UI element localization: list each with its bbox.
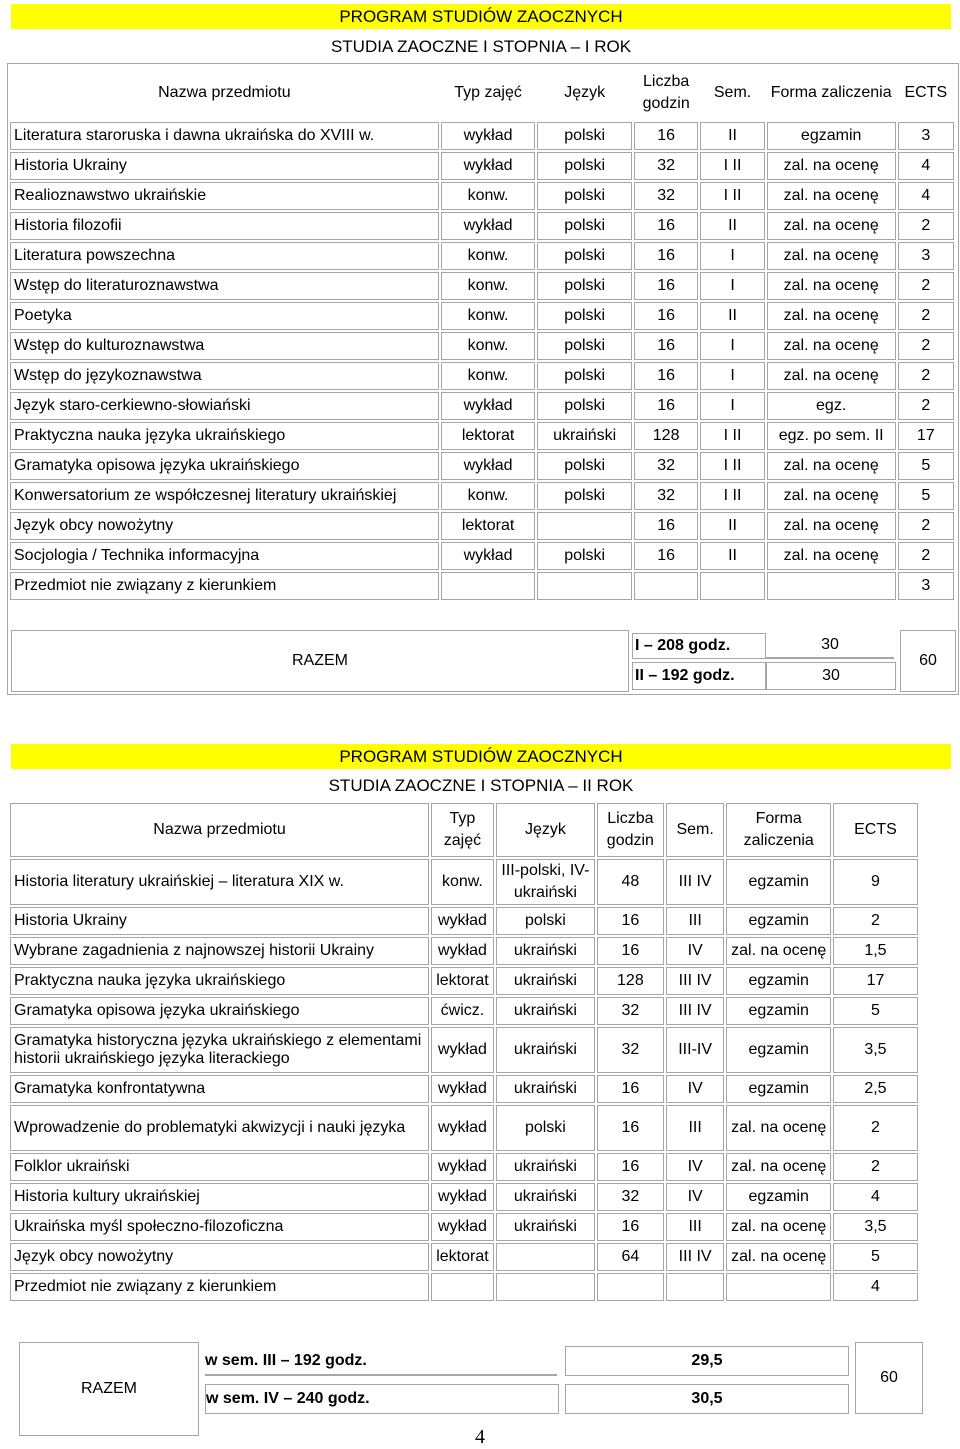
- class-type-cell: konw.: [431, 859, 494, 905]
- table-row: [10, 937, 918, 965]
- table-row: [10, 1105, 918, 1151]
- language-cell: ukraiński: [496, 1183, 595, 1211]
- class-type-cell: wykład: [441, 212, 536, 240]
- class-type-cell: wykład: [431, 1105, 494, 1151]
- ects-cell: 4: [833, 1273, 918, 1301]
- hours-cell: 32: [597, 1183, 664, 1211]
- subject-name-cell: Wprowadzenie do problematyki akwizycji i nauki języka: [10, 1105, 429, 1151]
- subject-name-cell: Folklor ukraiński: [10, 1153, 429, 1181]
- ects-cell: 2: [898, 362, 954, 390]
- hours-cell: 16: [597, 1075, 664, 1103]
- hours-cell: 32: [634, 452, 698, 480]
- language-cell: polski: [537, 332, 632, 360]
- semester-cell: IV: [666, 937, 725, 965]
- semester-cell: II: [700, 512, 764, 540]
- ects-cell: 2: [898, 272, 954, 300]
- subject-name-cell: Gramatyka konfrontatywna: [10, 1075, 429, 1103]
- header-sem: Sem.: [713, 84, 752, 101]
- ects-cell: 2: [833, 907, 918, 935]
- class-type-cell: wykład: [441, 452, 536, 480]
- header2-typ: Typ zajęć: [431, 803, 494, 857]
- header2-ects: ECTS: [833, 803, 918, 857]
- table-row: [10, 212, 954, 240]
- subject-name-cell: Praktyczna nauka języka ukraińskiego: [10, 422, 439, 450]
- subject-name-cell: Język staro-cerkiewno-słowiański: [10, 392, 439, 420]
- subject-name-cell: Realioznawstwo ukraińskie: [10, 182, 439, 210]
- semester-cell: IV: [666, 1075, 725, 1103]
- sum-sem-2-ects: 30: [766, 662, 896, 690]
- ects-cell: 1,5: [833, 937, 918, 965]
- assessment-cell: zal. na ocenę: [767, 182, 896, 210]
- ects-cell: 2: [898, 542, 954, 570]
- semester-cell: III IV: [666, 997, 725, 1025]
- class-type-cell: lektorat: [441, 512, 536, 540]
- subject-name-cell: Historia Ukrainy: [10, 152, 439, 180]
- semester-cell: [666, 1273, 725, 1301]
- semester-cell: I: [700, 332, 764, 360]
- language-cell: ukraiński: [496, 1153, 595, 1181]
- assessment-cell: [767, 572, 896, 600]
- assessment-cell: zal. na ocenę: [767, 542, 896, 570]
- table-row: [10, 859, 918, 905]
- class-type-cell: wykład: [431, 937, 494, 965]
- assessment-cell: zal. na ocenę: [726, 937, 830, 965]
- class-type-cell: konw.: [441, 332, 536, 360]
- ects-cell: 5: [833, 997, 918, 1025]
- ects-cell: 2: [833, 1105, 918, 1151]
- table-row: [10, 272, 954, 300]
- subject-name-cell: Język obcy nowożytny: [10, 1243, 429, 1271]
- assessment-cell: zal. na ocenę: [726, 1213, 830, 1241]
- class-type-cell: wykład: [431, 1183, 494, 1211]
- language-cell: III-polski, IV-ukraiński: [496, 859, 595, 905]
- language-cell: polski: [537, 272, 632, 300]
- class-type-cell: wykład: [431, 1153, 494, 1181]
- semester-cell: I II: [700, 482, 764, 510]
- hours-cell: 32: [597, 997, 664, 1025]
- header-jezyk: Język: [564, 84, 606, 101]
- table-row: [10, 1243, 918, 1271]
- assessment-cell: egzamin: [726, 1183, 830, 1211]
- table-row: [10, 1027, 918, 1073]
- hours-cell: 16: [634, 212, 698, 240]
- assessment-cell: zal. na ocenę: [726, 1105, 830, 1151]
- hours-cell: 16: [634, 512, 698, 540]
- semester-cell: II: [700, 122, 764, 150]
- table-row: [10, 572, 954, 600]
- language-cell: polski: [537, 212, 632, 240]
- subject-name-cell: Praktyczna nauka języka ukraińskiego: [10, 967, 429, 995]
- assessment-cell: zal. na ocenę: [767, 452, 896, 480]
- program-title-2: PROGRAM STUDIÓW ZAOCZNYCH: [11, 744, 951, 769]
- program-title-1: PROGRAM STUDIÓW ZAOCZNYCH: [11, 4, 951, 29]
- semester-cell: I II: [700, 452, 764, 480]
- language-cell: ukraiński: [496, 997, 595, 1025]
- class-type-cell: wykład: [431, 1027, 494, 1073]
- table-row: [10, 122, 954, 150]
- assessment-cell: [726, 1273, 830, 1301]
- table-row: [10, 362, 954, 390]
- semester-cell: II: [700, 302, 764, 330]
- language-cell: polski: [537, 122, 632, 150]
- class-type-cell: wykład: [431, 1213, 494, 1241]
- table-row: [10, 1183, 918, 1211]
- hours-cell: 16: [634, 542, 698, 570]
- language-cell: ukraiński: [496, 1075, 595, 1103]
- language-cell: polski: [537, 242, 632, 270]
- language-cell: polski: [537, 152, 632, 180]
- class-type-cell: konw.: [441, 272, 536, 300]
- language-cell: ukraiński: [537, 422, 632, 450]
- language-cell: polski: [537, 482, 632, 510]
- table-row: [10, 542, 954, 570]
- header-ects: ECTS: [904, 84, 948, 101]
- total-ects-1: 60: [900, 630, 956, 692]
- header-typ: Typ zajęć: [454, 84, 522, 101]
- subject-name-cell: Historia Ukrainy: [10, 907, 429, 935]
- language-cell: polski: [537, 182, 632, 210]
- assessment-cell: zal. na ocenę: [767, 272, 896, 300]
- table-row: [10, 152, 954, 180]
- class-type-cell: ćwicz.: [431, 997, 494, 1025]
- semester-cell: I: [700, 272, 764, 300]
- ects-cell: 5: [898, 452, 954, 480]
- language-cell: ukraiński: [496, 1213, 595, 1241]
- assessment-cell: zal. na ocenę: [726, 1153, 830, 1181]
- subject-name-cell: Wstęp do kulturoznawstwa: [10, 332, 439, 360]
- razem-label-1: RAZEM: [11, 630, 629, 692]
- ects-cell: 2: [898, 392, 954, 420]
- sum2-sem-4-label: w sem. IV – 240 godz.: [205, 1384, 559, 1414]
- language-cell: polski: [537, 362, 632, 390]
- semester-cell: III IV: [666, 967, 725, 995]
- ects-cell: 2: [898, 332, 954, 360]
- ects-cell: 17: [833, 967, 918, 995]
- language-cell: [537, 572, 632, 600]
- table-year-2: [8, 801, 920, 1303]
- subject-name-cell: Gramatyka historyczna języka ukraińskiego z elementami historii ukraińskiego języka literackiego: [10, 1027, 429, 1073]
- table-row: [10, 907, 918, 935]
- header2-forma: Forma zaliczenia: [726, 803, 830, 857]
- hours-cell: 16: [634, 332, 698, 360]
- hours-cell: 48: [597, 859, 664, 905]
- language-cell: [496, 1243, 595, 1271]
- assessment-cell: egz. po sem. II: [767, 422, 896, 450]
- table-row: [10, 1213, 918, 1241]
- language-cell: polski: [537, 392, 632, 420]
- header2-sem: Sem.: [666, 803, 725, 857]
- semester-cell: IV: [666, 1183, 725, 1211]
- semester-cell: III: [666, 1105, 725, 1151]
- subject-name-cell: Język obcy nowożytny: [10, 512, 439, 540]
- semester-cell: IV: [666, 1153, 725, 1181]
- subject-name-cell: Wstęp do językoznawstwa: [10, 362, 439, 390]
- ects-cell: 3: [898, 572, 954, 600]
- ects-cell: 3,5: [833, 1213, 918, 1241]
- class-type-cell: [441, 572, 536, 600]
- semester-cell: I: [700, 392, 764, 420]
- assessment-cell: egzamin: [726, 907, 830, 935]
- subject-name-cell: Ukraińska myśl społeczno-filozoficzna: [10, 1213, 429, 1241]
- assessment-cell: zal. na ocenę: [767, 482, 896, 510]
- hours-cell: 32: [634, 152, 698, 180]
- hours-cell: [597, 1273, 664, 1301]
- ects-cell: 4: [898, 182, 954, 210]
- hours-cell: 32: [634, 182, 698, 210]
- hours-cell: 16: [634, 362, 698, 390]
- class-type-cell: konw.: [441, 302, 536, 330]
- table-row: [10, 1153, 918, 1181]
- class-type-cell: wykład: [431, 1075, 494, 1103]
- ects-cell: 3,5: [833, 1027, 918, 1073]
- ects-cell: 2: [898, 302, 954, 330]
- subject-name-cell: Wstęp do literaturoznawstwa: [10, 272, 439, 300]
- header-forma: Forma zaliczenia: [770, 84, 892, 101]
- assessment-cell: zal. na ocenę: [767, 302, 896, 330]
- semester-cell: III IV: [666, 859, 725, 905]
- sum2-sem-4-ects: 30,5: [565, 1384, 849, 1414]
- semester-cell: II: [700, 542, 764, 570]
- semester-cell: I: [700, 242, 764, 270]
- subject-name-cell: Konwersatorium ze współczesnej literatury ukraińskiej: [10, 482, 439, 510]
- language-cell: polski: [496, 1105, 595, 1151]
- hours-cell: 16: [634, 122, 698, 150]
- class-type-cell: lektorat: [441, 422, 536, 450]
- ects-cell: 17: [898, 422, 954, 450]
- semester-cell: III: [666, 907, 725, 935]
- table-row: [10, 1075, 918, 1103]
- program-subtitle-2: STUDIA ZAOCZNE I STOPNIA – II ROK: [328, 776, 634, 795]
- language-cell: polski: [496, 907, 595, 935]
- assessment-cell: zal. na ocenę: [767, 152, 896, 180]
- ects-cell: 3: [898, 122, 954, 150]
- ects-cell: 5: [833, 1243, 918, 1271]
- table-row: [10, 452, 954, 480]
- subject-name-cell: Poetyka: [10, 302, 439, 330]
- semester-cell: I II: [700, 152, 764, 180]
- subject-name-cell: Literatura powszechna: [10, 242, 439, 270]
- semester-cell: III: [666, 1213, 725, 1241]
- language-cell: ukraiński: [496, 967, 595, 995]
- subject-name-cell: Historia literatury ukraińskiej – literatura XIX w.: [10, 859, 429, 905]
- assessment-cell: zal. na ocenę: [767, 332, 896, 360]
- hours-cell: 16: [634, 302, 698, 330]
- class-type-cell: lektorat: [431, 1243, 494, 1271]
- table-year-1: [8, 64, 956, 602]
- hours-cell: 32: [597, 1027, 664, 1073]
- class-type-cell: wykład: [441, 392, 536, 420]
- class-type-cell: konw.: [441, 182, 536, 210]
- class-type-cell: [431, 1273, 494, 1301]
- total-ects-2: 60: [855, 1342, 923, 1414]
- hours-cell: 16: [634, 242, 698, 270]
- sum-sem-1-label: I – 208 godz.: [632, 633, 766, 659]
- hours-cell: 64: [597, 1243, 664, 1271]
- ects-cell: 3: [898, 242, 954, 270]
- ects-cell: 2: [898, 212, 954, 240]
- assessment-cell: egzamin: [726, 967, 830, 995]
- class-type-cell: konw.: [441, 242, 536, 270]
- subject-name-cell: Przedmiot nie związany z kierunkiem: [10, 572, 439, 600]
- ects-cell: 2,5: [833, 1075, 918, 1103]
- semester-cell: II: [700, 212, 764, 240]
- subject-name-cell: Wybrane zagadnienia z najnowszej historii Ukrainy: [10, 937, 429, 965]
- subject-name-cell: Przedmiot nie związany z kierunkiem: [10, 1273, 429, 1301]
- assessment-cell: egzamin: [726, 997, 830, 1025]
- semester-cell: I II: [700, 182, 764, 210]
- table-row: [10, 512, 954, 540]
- sum2-sem-3-ects: 29,5: [565, 1346, 849, 1376]
- language-cell: [537, 512, 632, 540]
- class-type-cell: konw.: [441, 362, 536, 390]
- language-cell: [496, 1273, 595, 1301]
- ects-cell: 5: [898, 482, 954, 510]
- header-nazwa: Nazwa przedmiotu: [158, 84, 291, 101]
- semester-cell: I: [700, 362, 764, 390]
- class-type-cell: lektorat: [431, 967, 494, 995]
- hours-cell: 16: [634, 272, 698, 300]
- class-type-cell: wykład: [431, 907, 494, 935]
- assessment-cell: zal. na ocenę: [726, 1243, 830, 1271]
- language-cell: polski: [537, 452, 632, 480]
- hours-cell: 128: [634, 422, 698, 450]
- header2-godzin: Liczba godzin: [597, 803, 664, 857]
- subject-name-cell: Socjologia / Technika informacyjna: [10, 542, 439, 570]
- ects-cell: 2: [833, 1153, 918, 1181]
- table-row: [10, 997, 918, 1025]
- ects-cell: 4: [833, 1183, 918, 1211]
- assessment-cell: egz.: [767, 392, 896, 420]
- program-subtitle-1: STUDIA ZAOCZNE I STOPNIA – I ROK: [330, 37, 632, 56]
- header2-nazwa: Nazwa przedmiotu: [10, 803, 429, 857]
- header2-jezyk: Język: [496, 803, 595, 857]
- subject-name-cell: Gramatyka opisowa języka ukraińskiego: [10, 997, 429, 1025]
- hours-cell: 16: [597, 907, 664, 935]
- page-number: 4: [475, 1426, 485, 1448]
- ects-cell: 2: [898, 512, 954, 540]
- class-type-cell: wykład: [441, 542, 536, 570]
- hours-cell: 16: [597, 1153, 664, 1181]
- hours-cell: 16: [597, 937, 664, 965]
- semester-cell: I II: [700, 422, 764, 450]
- language-cell: ukraiński: [496, 1027, 595, 1073]
- razem-label-2: RAZEM: [19, 1342, 199, 1436]
- header-godzin: Liczba godzin: [642, 73, 690, 112]
- table-row: [10, 332, 954, 360]
- class-type-cell: konw.: [441, 482, 536, 510]
- class-type-cell: wykład: [441, 122, 536, 150]
- assessment-cell: zal. na ocenę: [767, 512, 896, 540]
- hours-cell: 128: [597, 967, 664, 995]
- hours-cell: 16: [597, 1105, 664, 1151]
- assessment-cell: zal. na ocenę: [767, 242, 896, 270]
- table-row: [10, 482, 954, 510]
- language-cell: polski: [537, 542, 632, 570]
- assessment-cell: egzamin: [726, 1075, 830, 1103]
- subject-name-cell: Literatura staroruska i dawna ukraińska do XVIII w.: [10, 122, 439, 150]
- sum-sem-2-label: II – 192 godz.: [632, 662, 766, 690]
- subject-name-cell: Historia kultury ukraińskiej: [10, 1183, 429, 1211]
- semester-cell: III-IV: [666, 1027, 725, 1073]
- subject-name-cell: Gramatyka opisowa języka ukraińskiego: [10, 452, 439, 480]
- hours-cell: 16: [597, 1213, 664, 1241]
- semester-cell: [700, 572, 764, 600]
- assessment-cell: egzamin: [726, 1027, 830, 1073]
- table-row: [10, 302, 954, 330]
- class-type-cell: wykład: [441, 152, 536, 180]
- table-row: [10, 182, 954, 210]
- ects-cell: 9: [833, 859, 918, 905]
- assessment-cell: egzamin: [767, 122, 896, 150]
- subject-name-cell: Historia filozofii: [10, 212, 439, 240]
- hours-cell: [634, 572, 698, 600]
- sum-sem-1-ects: 30: [766, 633, 894, 659]
- table-row: [10, 242, 954, 270]
- hours-cell: 16: [634, 392, 698, 420]
- semester-cell: III IV: [666, 1243, 725, 1271]
- table-row: [10, 967, 918, 995]
- table-row: [10, 422, 954, 450]
- sum2-sem-3-label: w sem. III – 192 godz.: [205, 1348, 557, 1376]
- assessment-cell: egzamin: [726, 859, 830, 905]
- hours-cell: 32: [634, 482, 698, 510]
- table-row: [10, 1273, 918, 1301]
- ects-cell: 4: [898, 152, 954, 180]
- language-cell: polski: [537, 302, 632, 330]
- assessment-cell: zal. na ocenę: [767, 362, 896, 390]
- assessment-cell: zal. na ocenę: [767, 212, 896, 240]
- language-cell: ukraiński: [496, 937, 595, 965]
- table-row: [10, 392, 954, 420]
